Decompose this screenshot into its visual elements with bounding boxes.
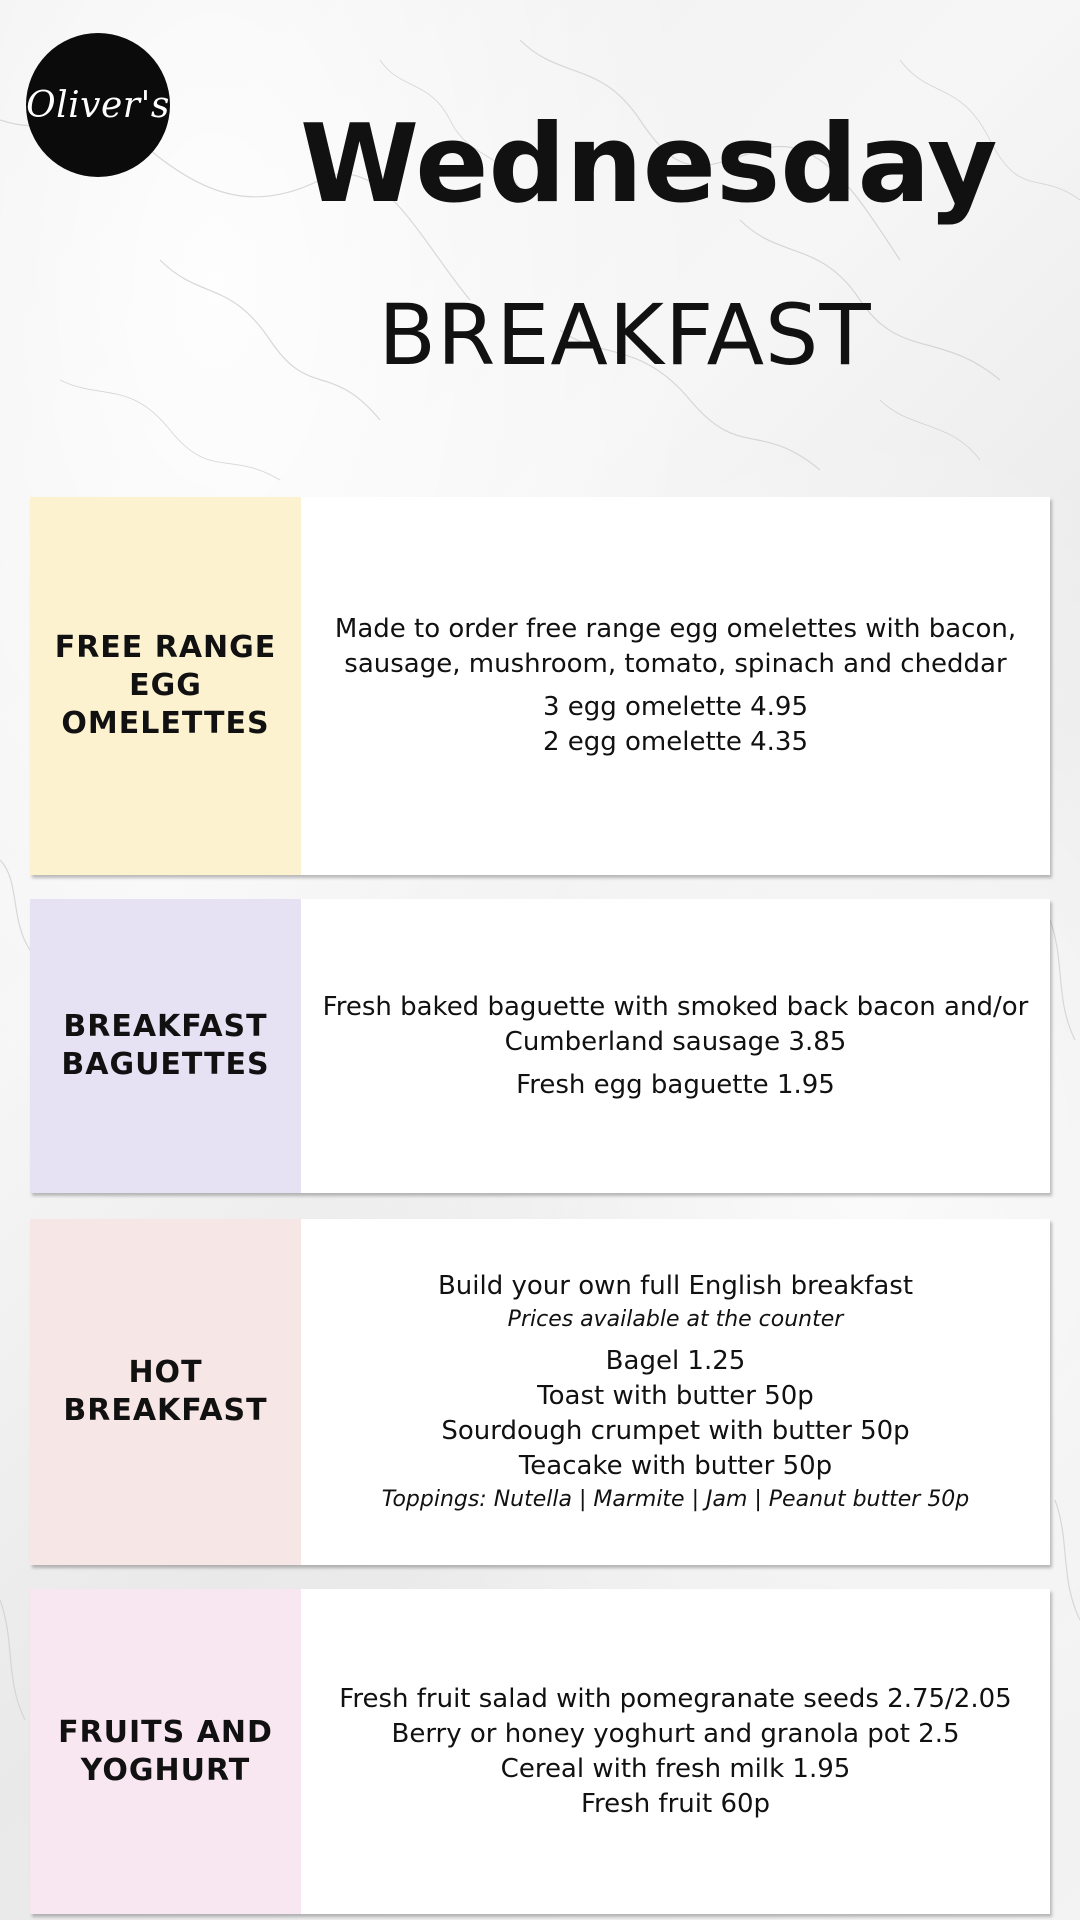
- description-line: Fresh baked baguette with smoked back bacon and/or: [322, 991, 1029, 1022]
- section-label: HOT BREAKFAST: [30, 1219, 301, 1565]
- menu-item: Fresh fruit salad with pomegranate seeds 2.75/2.05: [339, 1683, 1012, 1714]
- menu-item: Bagel 1.25: [605, 1345, 746, 1376]
- toppings-note: Toppings: Nutella | Marmite | Jam | Peanut butter 50p: [381, 1486, 970, 1512]
- menu-section-omelettes: [30, 497, 1050, 875]
- menu-item: 3 egg omelette 4.95: [542, 692, 809, 722]
- menu-item: Sourdough crumpet with butter 50p: [441, 1415, 910, 1446]
- menu-item: Fresh fruit 60p: [580, 1788, 771, 1819]
- section-note: Prices available at the counter: [507, 1306, 844, 1332]
- section-content: [301, 1219, 1050, 1565]
- logo-text: Oliver's: [26, 84, 170, 126]
- menu-item: Teacake with butter 50p: [518, 1450, 833, 1481]
- section-content: [301, 899, 1050, 1193]
- section-intro: Build your own full English breakfast: [437, 1270, 914, 1301]
- menu-item: Cereal with fresh milk 1.95: [500, 1753, 851, 1784]
- menu-section-baguettes: [30, 899, 1050, 1193]
- menu-section-hot-breakfast: [30, 1219, 1050, 1565]
- olivers-logo: [26, 33, 170, 177]
- description-line: Cumberland sausage 3.85: [504, 1026, 847, 1057]
- description-line: sausage, mushroom, tomato, spinach and cheddar: [344, 649, 1007, 679]
- description-line: Made to order free range egg omelettes with bacon,: [334, 614, 1017, 644]
- menu-item: Toast with butter 50p: [537, 1380, 814, 1411]
- menu-item: 2 egg omelette 4.35: [542, 727, 809, 757]
- day-title: Wednesday: [300, 102, 998, 227]
- section-label: FREE RANGE EGG OMELETTES: [30, 497, 301, 875]
- meal-title: BREAKFAST: [378, 286, 872, 384]
- section-label: BREAKFAST BAGUETTES: [30, 899, 301, 1193]
- menu-section-fruits-yoghurt: [30, 1589, 1050, 1914]
- menu-item: Fresh egg baguette 1.95: [516, 1069, 835, 1100]
- menu-item: Berry or honey yoghurt and granola pot 2.5: [391, 1718, 960, 1749]
- section-content: [301, 1589, 1050, 1914]
- section-label: FRUITS AND YOGHURT: [30, 1589, 301, 1914]
- section-content: [301, 497, 1050, 875]
